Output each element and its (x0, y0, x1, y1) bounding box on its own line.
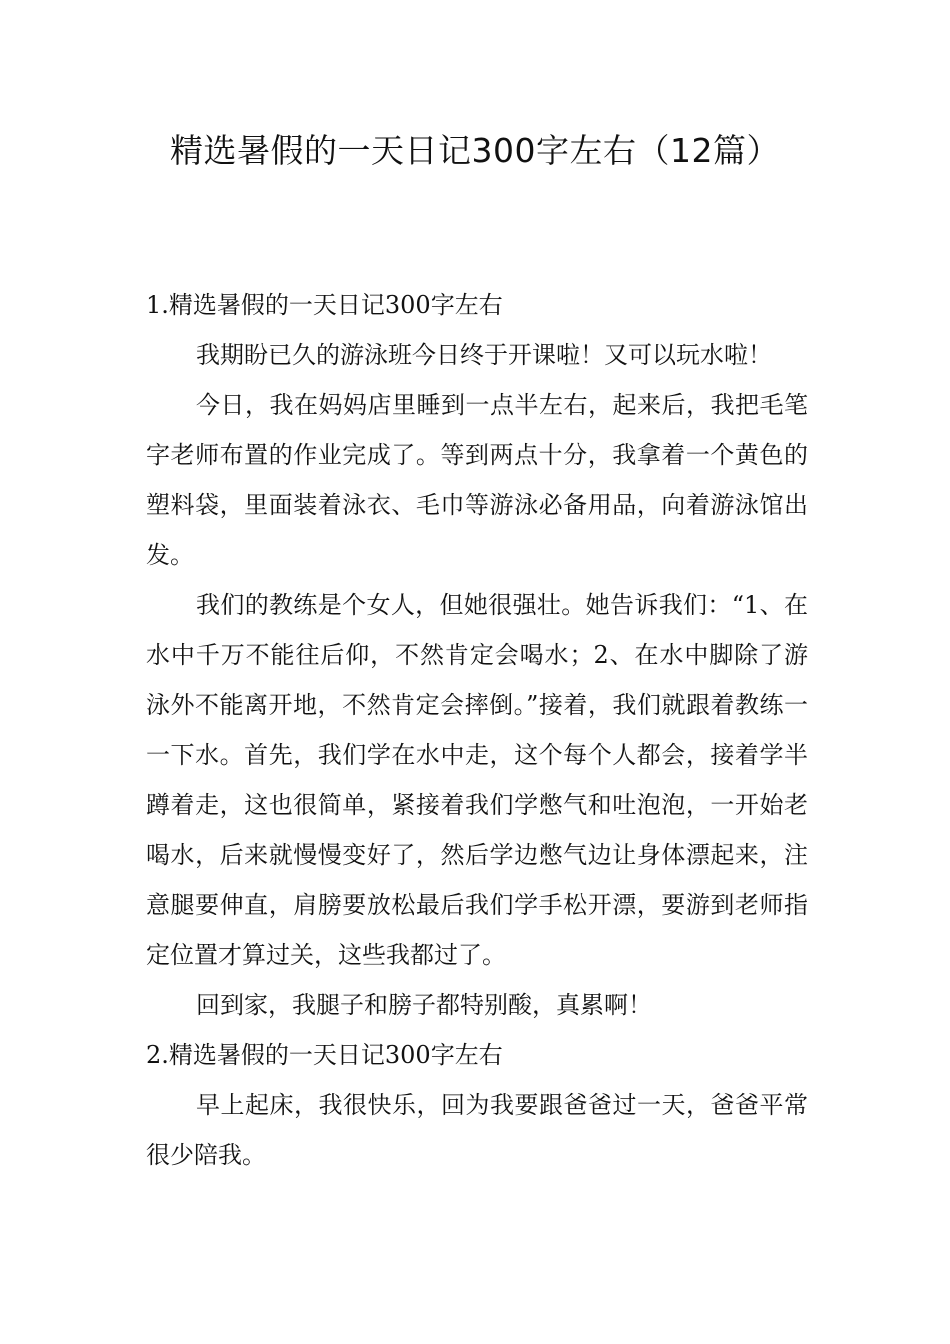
section-heading: 2.精选暑假的一天日记300字左右 (146, 1041, 503, 1069)
paragraph: 我们的教练是个女人，但她很强壮。她告诉我们：“1、在水中千万不能往后仰，不然肯定会喝水；2、在水中脚除了游泳外不能离开地，不然肯定会摔倒。”接着，我们就跟着教练一一下水。首先，我们学在水中走，这个每个人都会，接着学半蹲着走，这也很简单，紧接着我们学憋气和吐泡泡，一开始老喝水，后来就慢慢变好了，然后学边憋气边让身体漂起来，注意腿要伸直，肩膀要放松最后我们学手松开漂，要游到老师指定位置才算过关，这些我都过了。 (146, 591, 808, 969)
document-body (146, 280, 808, 1180)
document-title: 精选暑假的一天日记300字左右（12篇） (170, 131, 780, 170)
diary-section-1 (146, 280, 808, 1030)
paragraph: 早上起床，我很快乐，回为我要跟爸爸过一天，爸爸平常很少陪我。 (146, 1091, 808, 1169)
paragraph: 我期盼已久的游泳班今日终于开课啦！又可以玩水啦！ (196, 341, 772, 369)
paragraph: 回到家，我腿子和膀子都特别酸，真累啊！ (196, 991, 652, 1019)
section-heading: 1.精选暑假的一天日记300字左右 (146, 291, 503, 319)
diary-section-2 (146, 1030, 808, 1180)
paragraph: 今日，我在妈妈店里睡到一点半左右，起来后，我把毛笔字老师布置的作业完成了。等到两点十分，我拿着一个黄色的塑料袋，里面装着泳衣、毛巾等游泳必备用品，向着游泳馆出发。 (146, 391, 808, 569)
